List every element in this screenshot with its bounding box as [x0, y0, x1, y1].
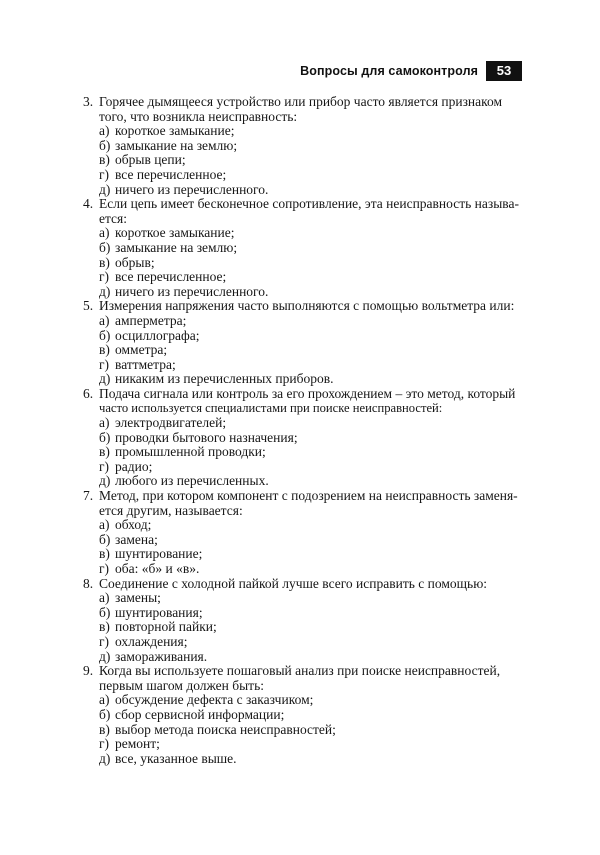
answer-options [99, 124, 523, 197]
option-letter: г) [99, 736, 110, 752]
answer-options [99, 314, 523, 387]
answer-options [99, 226, 523, 299]
answer-option [99, 723, 523, 738]
option-text: замена; [115, 531, 158, 547]
option-letter: а) [99, 415, 110, 431]
option-text: замыкание на землю; [115, 137, 238, 153]
answer-option [99, 329, 523, 344]
question-block [83, 197, 523, 299]
question-number: 8. [83, 575, 94, 591]
option-letter: д) [99, 648, 111, 664]
question-lines [99, 387, 523, 416]
question-line: первым шагом должен быть: [99, 677, 264, 693]
option-text: ничего из перечисленного. [115, 181, 269, 197]
option-letter: д) [99, 750, 111, 766]
question-number: 3. [83, 94, 94, 109]
running-header [300, 61, 522, 81]
option-letter: б) [99, 706, 111, 722]
question-line: Подача сигнала или контроль за его прохождением – это метод, который [99, 385, 516, 401]
question-line: Метод, при котором компонент с подозрением на неисправность заменя- [99, 488, 518, 504]
answer-options [99, 693, 523, 766]
answer-option [99, 153, 523, 168]
answer-option [99, 358, 523, 373]
option-letter: в) [99, 444, 110, 460]
question-block [83, 299, 523, 387]
option-letter: а) [99, 692, 110, 708]
option-text: замены; [115, 590, 161, 606]
option-text: обход; [115, 517, 152, 533]
option-letter: в) [99, 152, 110, 168]
option-letter: в) [99, 546, 110, 562]
option-text: никаким из перечисленных приборов. [115, 371, 334, 387]
option-text: замораживания. [115, 648, 208, 664]
option-letter: а) [99, 517, 110, 533]
answer-option [99, 547, 523, 562]
option-text: любого из перечисленных. [115, 473, 269, 489]
option-text: ремонт; [115, 736, 160, 752]
question-block [83, 577, 523, 665]
answer-options [99, 416, 523, 489]
option-letter: а) [99, 123, 110, 139]
option-text: сбор сервисной информации; [115, 706, 285, 722]
answer-option [99, 708, 523, 723]
question-line: ется другим, называется: [99, 502, 243, 518]
question-text [83, 387, 523, 416]
question-line: часто используется специалистами при поиске неисправностей: [99, 401, 443, 416]
option-text: омметра; [115, 342, 168, 358]
answer-option [99, 226, 523, 241]
header-title: Вопросы для самоконтроля [300, 64, 478, 78]
option-text: замыкание на землю; [115, 239, 238, 255]
option-letter: д) [99, 181, 111, 197]
question-text [83, 577, 523, 592]
question-text [83, 95, 523, 124]
option-text: электродвигателей; [115, 415, 227, 431]
question-lines [99, 664, 523, 693]
answer-option [99, 752, 523, 767]
answer-option [99, 635, 523, 650]
option-text: ничего из перечисленного. [115, 283, 269, 299]
option-letter: б) [99, 239, 111, 255]
answer-option [99, 270, 523, 285]
option-text: амперметра; [115, 312, 187, 328]
answer-option [99, 431, 523, 446]
answer-option [99, 533, 523, 548]
answer-options [99, 518, 523, 576]
option-text: короткое замыкание; [115, 123, 235, 139]
option-letter: г) [99, 561, 110, 576]
option-text: все перечисленное; [115, 269, 227, 285]
answer-option [99, 416, 523, 431]
page-number: 53 [486, 61, 522, 81]
answer-option [99, 693, 523, 708]
question-line: того, что возникла неисправность: [99, 108, 298, 124]
option-letter: б) [99, 137, 111, 153]
option-text: шунтирование; [115, 546, 203, 562]
option-letter: в) [99, 619, 110, 635]
answer-option [99, 518, 523, 533]
answer-option [99, 737, 523, 752]
option-text: повторной пайки; [115, 619, 217, 635]
answer-option [99, 606, 523, 621]
question-number: 5. [83, 298, 94, 314]
question-block [83, 489, 523, 577]
option-letter: г) [99, 269, 110, 285]
answer-option [99, 445, 523, 460]
question-text [83, 197, 523, 226]
question-number: 4. [83, 196, 94, 212]
question-lines [99, 197, 523, 226]
question-lines [99, 489, 523, 518]
question-number: 7. [83, 488, 94, 504]
option-text: выбор метода поиска неисправностей; [115, 721, 336, 737]
answer-option [99, 285, 523, 300]
option-text: короткое замыкание; [115, 225, 235, 241]
option-letter: г) [99, 633, 110, 649]
option-text: радио; [115, 458, 153, 474]
option-text: все, указанное выше. [115, 750, 237, 766]
answer-option [99, 343, 523, 358]
question-lines [99, 577, 523, 592]
answer-option [99, 183, 523, 198]
option-letter: в) [99, 254, 110, 270]
option-letter: г) [99, 166, 110, 182]
option-letter: г) [99, 458, 110, 474]
option-text: проводки бытового назначения; [115, 429, 298, 445]
question-line: Соединение с холодной пайкой лучше всего исправить с помощью: [99, 575, 488, 591]
option-letter: г) [99, 356, 110, 372]
question-text [83, 299, 523, 314]
answer-option [99, 256, 523, 271]
option-text: оба: «б» и «в». [115, 561, 200, 576]
option-text: шунтирования; [115, 604, 203, 620]
option-text: осциллографа; [115, 327, 200, 343]
option-letter: в) [99, 721, 110, 737]
option-letter: д) [99, 283, 111, 299]
option-letter: д) [99, 473, 111, 489]
answer-option [99, 460, 523, 475]
option-letter: а) [99, 590, 110, 606]
option-letter: б) [99, 327, 111, 343]
answer-options [99, 591, 523, 664]
answer-option [99, 562, 523, 577]
question-lines [99, 95, 523, 124]
option-text: ваттметра; [115, 356, 176, 372]
answer-option [99, 474, 523, 489]
option-letter: б) [99, 604, 111, 620]
question-number: 9. [83, 663, 94, 679]
option-text: охлаждения; [115, 633, 188, 649]
option-letter: а) [99, 225, 110, 241]
option-letter: д) [99, 371, 111, 387]
option-letter: б) [99, 429, 111, 445]
answer-option [99, 124, 523, 139]
answer-option [99, 241, 523, 256]
question-line: Измерения напряжения часто выполняются с помощью вольтметра или: [99, 298, 515, 314]
option-text: обрыв цепи; [115, 152, 186, 168]
question-block [83, 387, 523, 489]
question-line: Горячее дымящееся устройство или прибор часто является признаком [99, 94, 503, 109]
answer-option [99, 168, 523, 183]
question-text [83, 664, 523, 693]
question-number: 6. [83, 385, 94, 401]
option-letter: а) [99, 312, 110, 328]
answer-option [99, 620, 523, 635]
question-text [83, 489, 523, 518]
option-text: обсуждение дефекта с заказчиком; [115, 692, 314, 708]
option-letter: в) [99, 342, 110, 358]
answer-option [99, 591, 523, 606]
answer-option [99, 650, 523, 665]
answer-option [99, 372, 523, 387]
answer-option [99, 314, 523, 329]
option-text: все перечисленное; [115, 166, 227, 182]
option-text: промышленной проводки; [115, 444, 266, 460]
option-letter: б) [99, 531, 111, 547]
question-block [83, 95, 523, 197]
question-block [83, 664, 523, 766]
questions-list [83, 95, 523, 766]
answer-option [99, 139, 523, 154]
option-text: обрыв; [115, 254, 155, 270]
question-line: Если цепь имеет бесконечное сопротивление, эта неисправность называ- [99, 196, 519, 212]
question-lines [99, 299, 523, 314]
question-line: ется: [99, 210, 128, 226]
question-line: Когда вы используете пошаговый анализ при поиске неисправностей, [99, 663, 501, 679]
